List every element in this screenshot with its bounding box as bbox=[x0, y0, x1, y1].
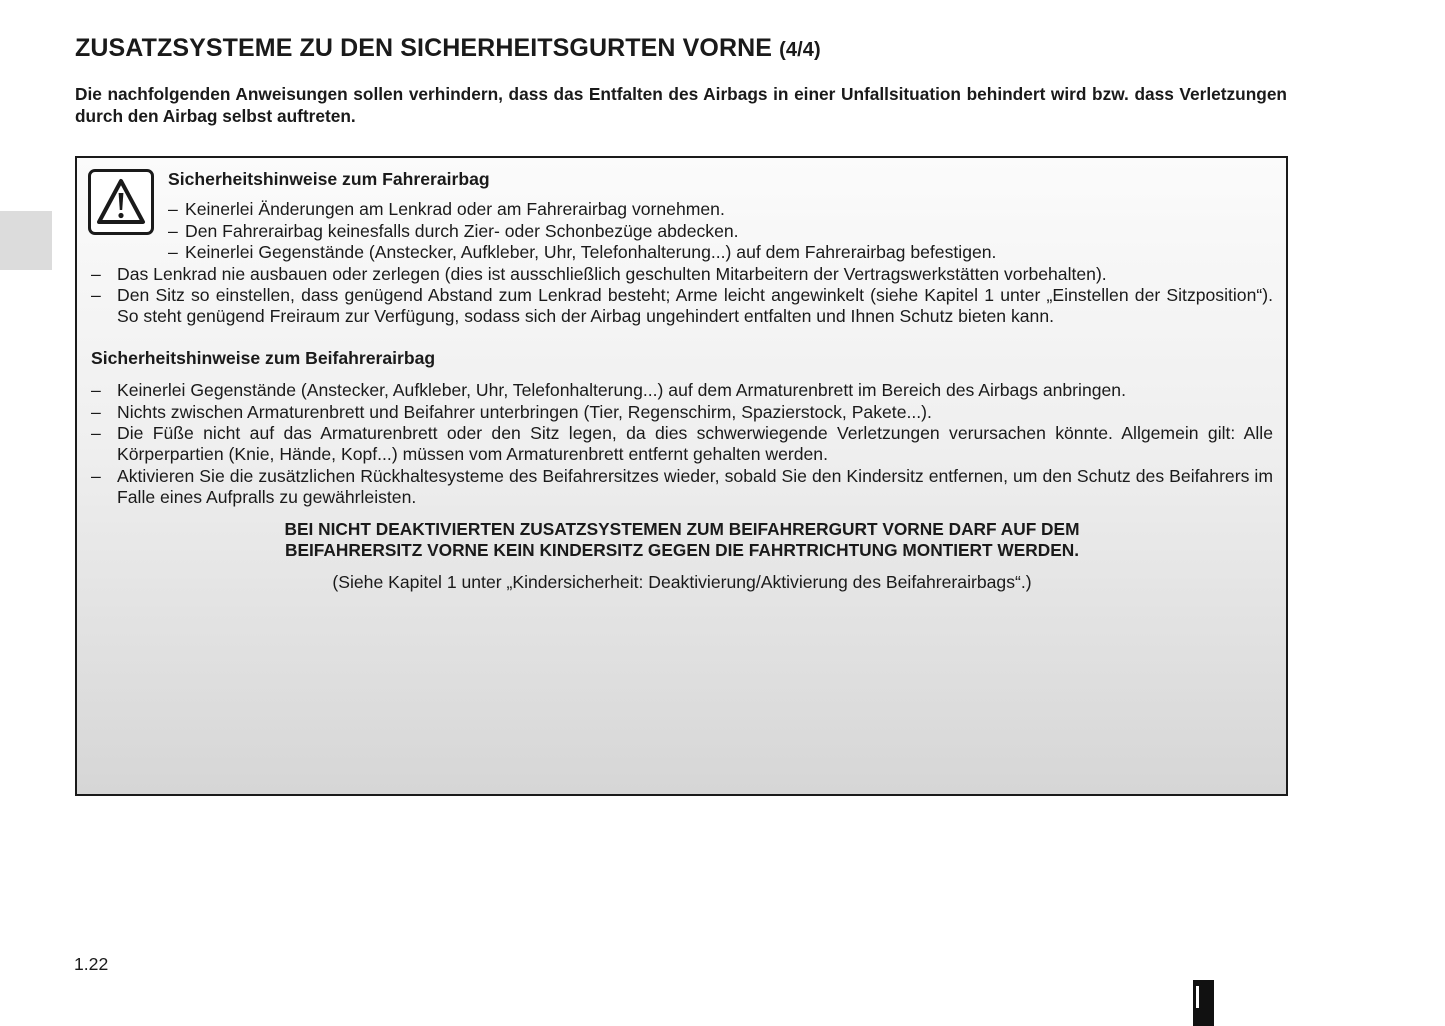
list-item: – Nichts zwischen Armaturenbrett und Beifahrer unterbringen (Tier, Regenschirm, Spazierstock, Pakete...). bbox=[91, 402, 1273, 423]
notice-line-2: BEIFAHRERSITZ VORNE KEIN KINDERSITZ GEGEN DIE FAHRTRICHTUNG MONTIERT WERDEN. bbox=[285, 540, 1079, 561]
chapter-reference: (Siehe Kapitel 1 unter „Kindersicherheit: Deaktivierung/Aktivierung des Beifahrerairbags“.) bbox=[332, 571, 1032, 592]
list-item: – Den Sitz so einstellen, dass genügend Abstand zum Lenkrad besteht; Arme leicht angewinkelt (siehe Kapitel 1 unter „Einstellen der Sitzposition“). So steht genügend Freiraum zur Verfügung, sodass sich der Airbag ungehindert entfalten und Ihnen Schutz bieten kann. bbox=[91, 285, 1273, 328]
page-title-suffix: (4/4) bbox=[779, 39, 821, 61]
intro-text: Die nachfolgenden Anweisungen sollen verhindern, dass das Entfalten des Airbags in einer Unfallsituation behindert wird bzw. dass Verletzungen durch den Airbag selbst auftreten. bbox=[75, 84, 1287, 126]
warning-content bbox=[91, 169, 1273, 593]
list-item: – Keinerlei Änderungen am Lenkrad oder am Fahrerairbag vornehmen. bbox=[168, 199, 1273, 220]
list-item: – Aktivieren Sie die zusätzlichen Rückhaltesysteme des Beifahrersitzes wieder, sobald Sie den Kindersitz entfernen, um den Schutz des Beifahrers im Falle eines Aufpralls zu gewährleisten. bbox=[91, 466, 1273, 509]
list-item: – Keinerlei Gegenstände (Anstecker, Aufkleber, Uhr, Telefonhalterung...) auf dem Armaturenbrett im Bereich des Airbags anbringen. bbox=[91, 380, 1273, 401]
edge-marker bbox=[1193, 980, 1214, 1026]
list-item: – Die Füße nicht auf das Armaturenbrett oder den Sitz legen, da dies schwerwiegende Verletzungen verursachen könnte. Allgemein gilt: Alle Körperpartien (Knie, Hände, Kopf...) müssen vom Armaturenbrett entfernt gehalten werden. bbox=[91, 423, 1273, 466]
page-title-text: ZUSATZSYSTEME ZU DEN SICHERHEITSGURTEN VORNE bbox=[75, 34, 773, 62]
list-item: – Das Lenkrad nie ausbauen oder zerlegen (dies ist ausschließlich geschulten Mitarbeitern der Vertragswerkstätten vorbehalten). bbox=[91, 264, 1273, 285]
list-item: – Keinerlei Gegenstände (Anstecker, Aufkleber, Uhr, Telefonhalterung...) auf dem Fahrerairbag befestigen. bbox=[168, 242, 1273, 263]
notice-line-1: BEI NICHT DEAKTIVIERTEN ZUSATZSYSTEMEN ZUM BEIFAHRERGURT VORNE DARF AUF DEM bbox=[284, 518, 1080, 539]
passenger-list bbox=[91, 380, 1273, 508]
driver-airbag-heading: Sicherheitshinweise zum Fahrerairbag bbox=[168, 169, 490, 189]
warning-box bbox=[75, 156, 1288, 796]
list-item: – Den Fahrerairbag keinesfalls durch Zier- oder Schonbezüge abdecken. bbox=[168, 221, 1273, 242]
driver-list bbox=[91, 264, 1273, 328]
page-number: 1.22 bbox=[74, 954, 109, 974]
driver-indent-list bbox=[91, 199, 1273, 263]
chapter-tab bbox=[0, 211, 52, 270]
page-title bbox=[75, 34, 821, 63]
child-seat-notice bbox=[91, 519, 1273, 562]
passenger-airbag-heading: Sicherheitshinweise zum Beifahrerairbag bbox=[91, 347, 436, 368]
